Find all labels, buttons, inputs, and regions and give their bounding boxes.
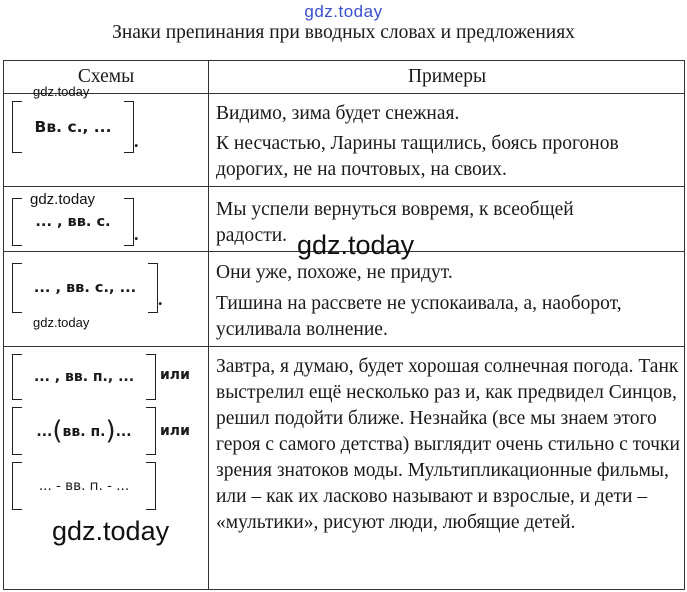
scheme-period: . <box>158 289 163 309</box>
header-divider <box>4 93 684 94</box>
connector-or: или <box>160 367 190 383</box>
scheme-text: ... , вв. с. <box>35 214 111 230</box>
example-text: Завтра, я думаю, будет хорошая солнечная погода. Танк выстрелил ещё несколько раз и, как предвидел Синцов, решил подойти ближе. Незнайка (все мы знаем этого героя с самого детства) выглядит очень стильно с точки зрения знатоков моды. Мультипликационные фильмы, или – как их ласково называют и взрослые, и дети – «мультики», рисуют люди, любящие детей. <box>216 356 680 533</box>
connector-or: или <box>160 423 190 439</box>
example-text: Мы успели вернуться вовремя, к всеобщей радости. <box>216 199 574 246</box>
examples-row-3 <box>216 260 656 343</box>
watermark-top: gdz.today <box>304 2 383 21</box>
watermark: gdz.today <box>33 315 90 330</box>
scheme-box <box>12 407 156 455</box>
row-divider <box>4 186 684 187</box>
example-text: Тишина на рассвете не успокаивала, а, наоборот, усиливала волнение. <box>216 293 622 340</box>
watermark: gdz.today <box>297 230 415 260</box>
scheme-text: Вв. с., ... <box>34 118 112 136</box>
example-text: Видимо, зима будет снежная. <box>216 103 460 124</box>
watermark: gdz.today <box>52 516 170 546</box>
watermark: gdz.today <box>33 84 90 99</box>
header-schemes: Схемы <box>77 66 135 87</box>
scheme-box <box>12 263 158 313</box>
examples-row-4 <box>216 354 681 536</box>
scheme-box <box>12 462 156 510</box>
scheme-box <box>12 101 134 153</box>
scheme-text: ...(вв. п.)... <box>36 416 132 446</box>
examples-row-2 <box>216 197 636 249</box>
header-examples: Примеры <box>407 66 487 87</box>
punctuation-table <box>3 60 685 590</box>
examples-row-1 <box>216 101 676 183</box>
scheme-text: ... , вв. с., ... <box>33 280 137 296</box>
scheme-box <box>12 354 156 400</box>
row-divider <box>4 346 684 347</box>
page-title: Знаки препинания при вводных словах и предложениях <box>112 22 575 43</box>
example-text: К несчастью, Ларины тащились, боясь прогонов дорогих, не на почтовых, на своих. <box>216 133 619 180</box>
scheme-text: ... , вв. п., ... <box>33 369 135 385</box>
scheme-period: . <box>134 224 139 244</box>
scheme-parenthetical: вв. п. <box>62 424 106 440</box>
example-text: Они уже, похоже, не придут. <box>216 262 453 283</box>
scheme-text: ... - вв. п. - ... <box>38 478 130 494</box>
scheme-period: . <box>134 131 139 151</box>
column-divider <box>208 61 209 589</box>
watermark: gdz.today <box>30 191 96 208</box>
